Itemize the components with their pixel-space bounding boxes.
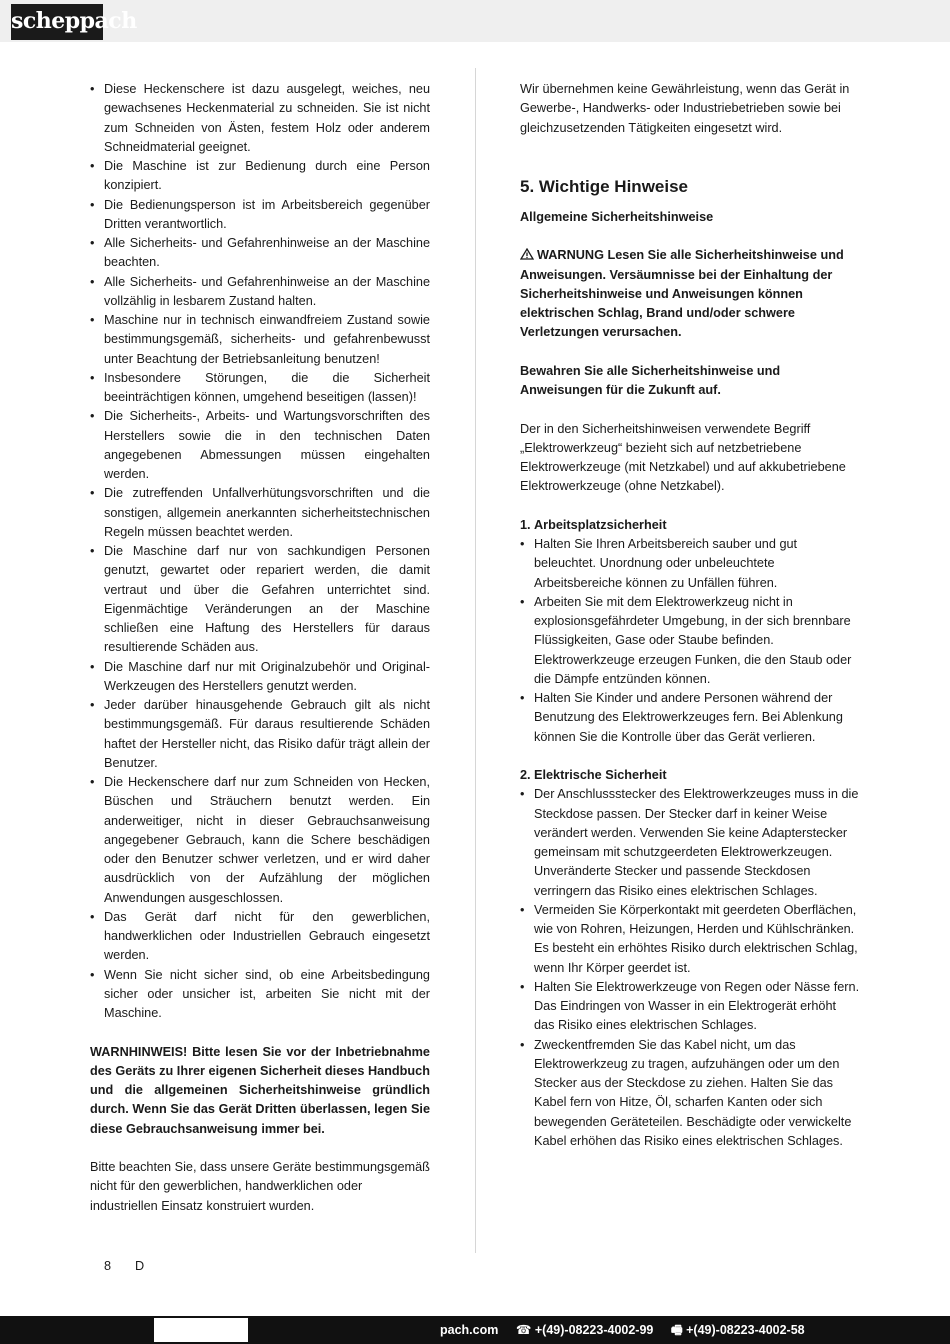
workplace-safety-list (520, 535, 860, 747)
list-item: • Arbeiten Sie mit dem Elektrowerkzeug nicht in explosionsgefährdeter Umgebung, in der sich brennbare Flüssigkeiten, Gase oder Staube befinden. Elektrowerkzeuge erzeugen Funken, die den Staub oder die Dämpfe entzünden können. (520, 593, 860, 689)
warranty-paragraph: Wir übernehmen keine Gewährleistung, wenn das Gerät in Gewerbe-, Handwerks- oder Industriebetrieben sowie bei gleichzusetzenden Tätigkeiten eingesetzt wird. (520, 82, 850, 135)
list-item: • Die Sicherheits-, Arbeits- und Wartungsvorschriften des Herstellers sowie die in den technischen Daten angegebenen Abmessungen müssen eingehalten werden. (90, 407, 430, 484)
section-label: Elektrische Sicherheit (534, 768, 667, 782)
section-number: 2. (520, 768, 531, 782)
electrical-safety-list (520, 785, 860, 1151)
list-item: • Alle Sicherheits- und Gefahrenhinweise an der Maschine vollzählig in lesbarem Zustand halten. (90, 273, 430, 312)
list-item: • Die zutreffenden Unfallverhütungsvorschriften und die sonstigen, allgemein anerkannten sicherheitstechnischen Regeln müssen beachtet werden. (90, 484, 430, 542)
column-divider (475, 68, 476, 1253)
scheppach-logo: scheppach (11, 4, 103, 40)
warning-notice: WARNHINWEIS! Bitte lesen Sie vor der Inbetriebnahme des Geräts zu Ihrer eigenen Sicherheit dieses Handbuch und die allgemeinen Sicherheitshinweise gründlich durch. Wenn Sie das Gerät Dritten überlassen, legen Sie diese Gebrauchsanweisung immer bei. (90, 1044, 430, 1136)
section-heading-1 (520, 516, 860, 535)
warning-text: WARNUNG Lesen Sie alle Sicherheitshinweise und Anweisungen. Versäumnisse bei der Einhaltung der Sicherheitshinweise und Anweisungen können elektrischen Schlag, Brand und/oder schwere Verletzungen verursachen. (520, 248, 844, 340)
list-item: • Die Heckenschere darf nur zum Schneiden von Hecken, Büschen und Sträuchern benutzt werden. Ein anderweitiger, nicht in dieser Gebrauchsanweisung angegebener Gebrauch, kann die Schere beschädigen oder den Benutzer schwer verletzen, und er wird daher ausdrücklich von der Aufzählung der möglichen Anwendungen ausgeschlossen. (90, 773, 430, 908)
list-item: • Die Maschine ist zur Bedienung durch eine Person konzipiert. (90, 157, 430, 196)
list-item: • Wenn Sie nicht sicher sind, ob eine Arbeitsbedingung sicher oder unsicher ist, arbeiten Sie nicht mit der Maschine. (90, 966, 430, 1024)
list-item: • Jeder darüber hinausgehende Gebrauch gilt als nicht bestimmungsgemäß. Für daraus resultierende Schäden haftet der Hersteller nicht, das Risiko dafür trägt allein der Benutzer. (90, 696, 430, 773)
list-item: • Die Maschine darf nur von sachkundigen Personen genutzt, gewartet oder repariert werden, die damit vertraut und über die Gefahren unterrichtet sind. Eigenmächtige Veränderungen an der Maschine schließen eine Haftung des Herstellers für daraus resultierende Schäden aus. (90, 542, 430, 658)
right-column (520, 80, 860, 1151)
list-item: • Halten Sie Ihren Arbeitsbereich sauber und gut beleuchtet. Unordnung oder unbeleuchtete Arbeitsbereiche können zu Unfällen führen. (520, 535, 860, 593)
page-number: 8 (104, 1259, 112, 1273)
section-heading-2 (520, 766, 860, 785)
bar-blank-box (154, 1318, 248, 1342)
list-item: • Halten Sie Kinder und andere Personen während der Benutzung des Elektrowerkzeuges fern. Bei Ablenkung können Sie die Kontrolle über das Gerät verlieren. (520, 689, 860, 747)
list-item: • Die Maschine darf nur mit Originalzubehör und Original- Werkzeugen des Herstellers genutzt werden. (90, 658, 430, 697)
section-title: 5. Wichtige Hinweise (520, 176, 688, 196)
list-item: • Insbesondere Störungen, die die Sicherheit beeinträchtigen können, umgehend beseitigen (lassen)! (90, 369, 430, 408)
subheading: Allgemeine Sicherheitshinweise (520, 209, 714, 224)
list-item: • Halten Sie Elektrowerkzeuge von Regen oder Nässe fern. Das Eindringen von Wasser in ein Elektrogerät erhöht das Risiko eines elektrischen Schlages. (520, 978, 860, 1036)
keep-instructions: Bewahren Sie alle Sicherheitshinweise und Anweisungen für die Zukunft auf. (520, 363, 781, 397)
intended-use-list (90, 80, 430, 1023)
section-label: Arbeitsplatzsicherheit (534, 517, 667, 532)
list-item: • Vermeiden Sie Körperkontakt mit geerdeten Oberflächen, wie von Rohren, Heizungen, Herden und Kühlschränken. Es besteht ein erhöhtes Risiko durch elektrischen Schlag, wenn Ihr Körper geerdet ist. (520, 901, 860, 978)
list-item: • Diese Heckenschere ist dazu ausgelegt, weiches, neu gewachsenes Heckenmaterial zu schneiden. Sie ist nicht zum Schneiden von Ästen, festem Holz oder anderem Schneidmaterial geeignet. (90, 80, 430, 157)
list-item: • Der Anschlussstecker des Elektrowerkzeuges muss in die Steckdose passen. Der Stecker darf in keiner Weise verändert werden. Verwenden Sie keine Adapterstecker gemeinsam mit schutzgeerdeten Elektrowerkzeugen. Unveränderte Stecker und passende Steckdosen verringern das Risiko eines elektrischen Schlages. (520, 785, 860, 901)
definition-paragraph: Der in den Sicherheitshinweisen verwendete Begriff „Elektrowerkzeug“ bezieht sich auf netzbetriebene Elektrowerkzeuge (mit Netzkabel) und auf akkubetriebene Elektrowerkzeuge (ohne Netzkabel). (520, 421, 846, 494)
language-code: D (135, 1259, 145, 1273)
list-item: • Alle Sicherheits- und Gefahrenhinweise an der Maschine beachten. (90, 234, 430, 273)
left-column (90, 80, 430, 1216)
list-item: • Die Bedienungsperson ist im Arbeitsbereich gegenüber Dritten verantwortlich. (90, 196, 430, 235)
fax-number: 🖷 +(49)-08223-4002-58 (670, 1323, 805, 1337)
list-item: • Zweckentfremden Sie das Kabel nicht, um das Elektrowerkzeug zu tragen, aufzuhängen oder um den Stecker aus der Steckdose zu ziehen. Halten Sie das Kabel fern von Hitze, Öl, scharfen Kanten oder sich bewegenden Geräteteilen. Beschädigte oder verwickelte Kabel erhöhen das Risiko eines elektrischen Schlages. (520, 1036, 860, 1152)
phone-number: ☎ +(49)-08223-4002-99 (515, 1323, 654, 1337)
closing-paragraph: Bitte beachten Sie, dass unsere Geräte bestimmungsgemäß nicht für den gewerblichen, handwerklichen oder industriellen Einsatz konstruiert wurden. (90, 1160, 430, 1213)
list-item: • Maschine nur in technisch einwandfreiem Zustand sowie bestimmungsgemäß, sicherheits- und gefahrenbewusst unter Beachtung der Betriebsanleitung benutzen! (90, 311, 430, 369)
header-bar (0, 0, 950, 42)
warning-triangle-icon (520, 248, 534, 260)
list-item: • Das Gerät darf nicht für den gewerblichen, handwerklichen oder Industriellen Gebrauch eingesetzt werden. (90, 908, 430, 966)
section-number: 1. (520, 517, 531, 532)
contact-info (440, 1320, 819, 1340)
website-text: pach.com (440, 1323, 499, 1337)
page-footer (104, 1257, 144, 1275)
warning-block (520, 246, 860, 342)
